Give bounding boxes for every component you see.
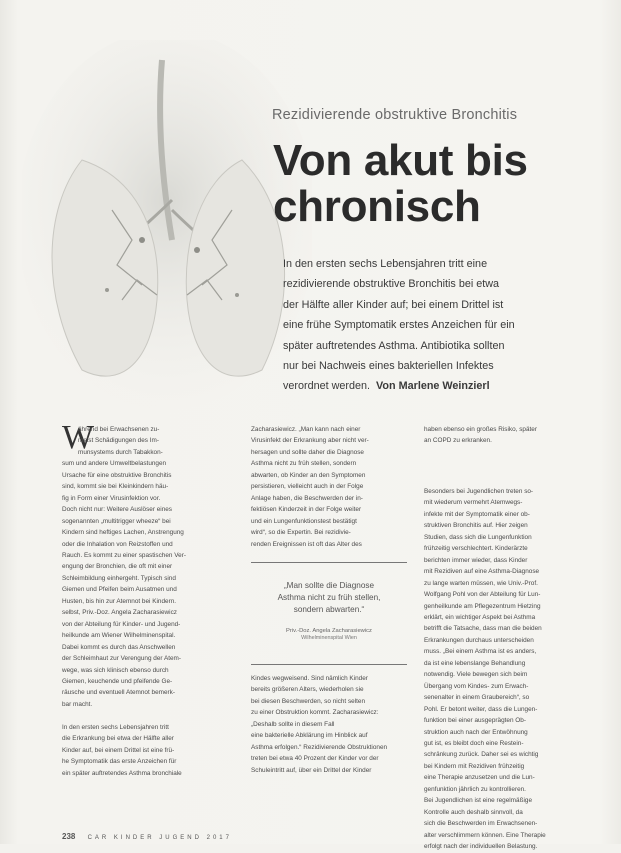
text-line: Virusinfekt der Erkrankung aber nicht ver-	[251, 437, 369, 445]
text-line: struktion auch nach der Entwöhnung	[424, 728, 528, 736]
text-line: alter verschlimmern können. Eine Therapie	[424, 831, 546, 839]
text-line: notwendig. Viele bewegen sich beim	[424, 671, 528, 679]
text-line: Schleimbildung einhergeht. Typisch sind	[62, 574, 176, 582]
text-line: Kontrolle auch deshalb sinnvoll, da	[424, 808, 523, 816]
text-line: Rauch. Es kommt zu einer spastischen Ver-	[62, 551, 186, 559]
text-line: Zacharasiewicz. „Man kann nach einer	[251, 426, 361, 433]
text-line: berichten immer wieder, dass Kinder	[424, 556, 528, 564]
headline-line-2: chronisch	[273, 182, 481, 231]
text-line: senenalter in einem Graubereich“, so	[424, 694, 530, 702]
lede-line: verordnet werden.	[283, 380, 371, 393]
page-number: 238	[62, 832, 76, 841]
text-line: und ein Lungenfunktionstest bestätigt	[251, 517, 357, 525]
text-line: Besonders bei Jugendlichen treten so-	[424, 488, 534, 495]
lede-last-line	[283, 376, 583, 396]
text-line: erfolgt nach der individuellen Belastung.	[424, 843, 538, 851]
text-line: Husten, bis hin zur Atemnot bei Kindern.	[62, 597, 177, 605]
text-line: genheilkunde am Pflegezentrum Hietzing	[424, 602, 541, 610]
text-line: engung der Bronchien, die oft mit einer	[62, 563, 173, 571]
text-line: ährend bei Erwachsenen zu-	[78, 426, 160, 433]
text-line: renden Ereignissen ist oft das Alter des	[251, 540, 362, 548]
page-footer	[62, 832, 232, 841]
text-line: eine bakterielle Abklärung im Hinblick auf	[251, 732, 368, 740]
text-line: schränkung zurück. Daher sei es wichtig	[424, 751, 539, 759]
text-line: sind, kommt sie bei Kleinkindern häu-	[62, 483, 169, 491]
text-line: zu lange warten müssen, wie Univ.-Prof.	[424, 579, 538, 587]
text-line: „Deshalb sollte in diesem Fall	[251, 720, 335, 728]
pull-quote	[251, 580, 407, 641]
text-line: munsystems durch Tabakkon-	[78, 448, 163, 456]
text-line: haben ebenso ein großes Risiko, später	[424, 426, 537, 433]
quote-author: Priv.-Doz. Angela Zacharasiewicz	[286, 628, 372, 634]
magazine-name: CAR KINDER JUGEND 2017	[87, 835, 232, 841]
text-line: bar macht.	[62, 700, 93, 708]
text-line: bei Kindern mit Rezidiven frühzeitig	[424, 762, 525, 770]
quote-line: Asthma nicht zu früh stellen,	[277, 593, 381, 602]
text-line: gut ist, es bleibt doch eine Restein-	[424, 739, 524, 747]
text-line: Schuleintritt auf, über ein Drittel der Kinder	[251, 766, 372, 774]
drop-cap: W	[62, 419, 95, 456]
text-line: Übergang vom Kindes- zum Erwach-	[424, 682, 529, 690]
lede-line: eine frühe Symptomatik erstes Anzeichen für ein	[283, 319, 515, 332]
lede-line: später auftretendes Asthma. Antibiotika sollten	[283, 339, 505, 352]
quote-line: „Man sollte die Diagnose	[283, 581, 375, 590]
text-line: fig in Form einer Virusinfektion vor.	[62, 494, 161, 502]
text-line: Wolfgang Pohl von der Abteilung für Lun-	[424, 591, 541, 599]
text-line: bereits größeren Alters, wiederholen sie	[251, 686, 364, 694]
author-byline: Von Marlene Weinzierl	[376, 380, 490, 393]
text-line: Kindern sind heftiges Lachen, Anstrengung	[62, 529, 184, 537]
text-line: Anlage haben, die Beschwerden der in-	[251, 494, 363, 502]
text-line: erklärt, ein wichtiger Aspekt bei Asthma	[424, 613, 536, 621]
text-line: bei diesen Beschwerden, so nicht selten	[251, 697, 366, 705]
text-line: selbst, Priv.-Doz. Angela Zacharasiewicz	[62, 609, 177, 617]
lede-line: In den ersten sechs Lebensjahren tritt eine	[283, 258, 488, 270]
text-line: struktiven Bronchitis auf. Hier zeigen	[424, 522, 528, 530]
text-line: Erkrankungen durchaus unterscheiden	[424, 636, 534, 644]
column-2-continued	[251, 673, 407, 776]
text-line: mit wiederum vermehrt Atemwegs-	[424, 499, 523, 507]
column-3-top	[424, 424, 588, 447]
quote-line: sondern abwarten.“	[293, 605, 365, 614]
text-line: fektiösen Kinderzeit in der Folge weiter	[251, 506, 362, 514]
text-line: Studien, dass sich die Lungenfunktion	[424, 533, 532, 541]
article-lede	[283, 254, 583, 397]
quote-rule-bottom	[251, 664, 407, 665]
text-line: he Symptomatik das erste Anzeichen für	[62, 758, 177, 766]
text-line: ein später auftretendes Asthma bronchiale	[62, 769, 182, 777]
text-line: wird“, so die Expertin. Bei rezidivie-	[251, 529, 351, 537]
text-line: eine Therapie anzusetzen und die Lun-	[424, 774, 535, 782]
lede-line: rezidivierende obstruktive Bronchitis bei etwa	[283, 278, 500, 291]
text-line: sogenannten „multitrigger wheeze“ bei	[62, 517, 171, 525]
column-1	[62, 424, 262, 779]
text-line: hersagen und sollte daher die Diagnose	[251, 448, 364, 456]
headline-line-1: Von akut bis	[273, 136, 528, 185]
text-line: treten bei etwa 40 Prozent der Kinder vor der	[251, 755, 379, 763]
quote-affiliation: Wilhelminenspital Wien	[301, 635, 357, 641]
text-line: sum und andere Umweltbelastungen	[62, 460, 167, 468]
text-line: betrifft die Tatsache, dass man die beiden	[424, 625, 542, 633]
lede-line: nur bei Nachweis eines bakteriellen Infektes	[283, 360, 494, 373]
text-line: Doch nicht nur: Weitere Auslöser eines	[62, 506, 172, 514]
text-line: frühzeitig verschlechtert. Kinderärzte	[424, 545, 528, 553]
text-line: muss. „Bei einem Asthma ist es anders,	[424, 648, 537, 656]
text-line: genfunktion jährlich zu kontrollieren.	[424, 785, 526, 793]
lung-illustration	[22, 40, 312, 410]
text-line: wege, was sich klinisch ebenso durch	[62, 666, 169, 674]
text-line: abwarten, ob Kinder an den Symptomen	[251, 471, 366, 479]
text-line: meist Schädigungen des Im-	[78, 437, 159, 445]
lede-line: der Hälfte aller Kinder auf; bei einem Drittel ist	[283, 298, 504, 311]
text-line: In den ersten sechs Lebensjahren tritt	[62, 723, 169, 731]
text-line: an COPD zu erkranken.	[424, 437, 492, 445]
text-line: Ursache für eine obstruktive Bronchitis	[62, 471, 172, 479]
article-kicker: Rezidivierende obstruktive Bronchitis	[272, 107, 518, 123]
text-line: zu einer Obstruktion kommt. Zacharasiewicz:	[251, 709, 379, 717]
text-line: Giemen, keuchende und pfeifende Ge-	[62, 677, 173, 685]
text-line: infekte mit der Symptomatik einer ob-	[424, 510, 530, 518]
text-line: Bei Jugendlichen ist eine regelmäßige	[424, 797, 532, 805]
text-line: sich die Beschwerden im Erwachsenen-	[424, 820, 538, 828]
text-line: oder die Inhalation von Reizstoffen und	[62, 540, 173, 548]
text-line: Kinder auf, bei einem Drittel ist eine frü-	[62, 746, 175, 754]
text-line: heilkunde am Wiener Wilhelminenspital.	[62, 632, 176, 640]
text-line: die Erkrankung bei etwa der Hälfte aller	[62, 735, 174, 743]
text-line: funktion bei einer ausgeprägten Ob-	[424, 717, 526, 725]
text-line: Pohl. Er betont weiter, dass die Lungen-	[424, 705, 538, 713]
text-line: von der Abteilung für Kinder- und Jugend-	[62, 620, 181, 628]
text-line: der Schleimhaut zur Verengung der Atem-	[62, 655, 182, 663]
text-line: Giemen und Pfeifen beim Ausatmen und	[62, 586, 177, 594]
column-3	[424, 486, 588, 853]
text-line: mit Rezidiven auf eine Asthma-Diagnose	[424, 568, 540, 576]
text-line: Kindes wegweisend. Sind nämlich Kinder	[251, 675, 368, 682]
quote-rule-top	[251, 562, 407, 563]
column-1-body	[62, 424, 262, 779]
text-line: Asthma erfolgen.“ Rezidivierende Obstruktionen	[251, 743, 388, 751]
text-line: da ist eine lebenslange Behandlung	[424, 659, 526, 667]
text-line: Dabei kommt es durch das Anschwellen	[62, 643, 176, 651]
text-line: Asthma nicht zu früh stellen, sondern	[251, 460, 357, 468]
text-line: räusche und eventuell Atemnot bemerk-	[62, 689, 175, 697]
article-headline	[273, 138, 528, 230]
text-line: persistieren, vielleicht auch in der Folge	[251, 483, 364, 491]
column-2	[251, 424, 407, 550]
